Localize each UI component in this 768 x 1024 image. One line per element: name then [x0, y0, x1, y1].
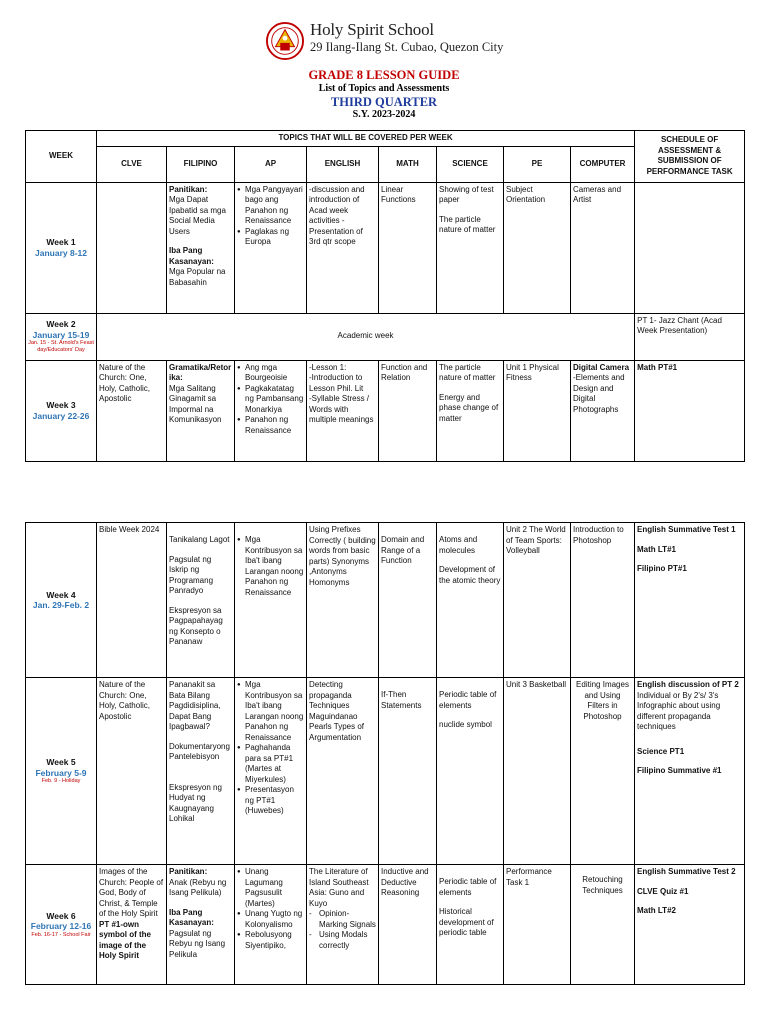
ap-cell	[235, 678, 307, 865]
week-cell	[26, 678, 97, 865]
topic-text: Mga Popular na Babasahin	[169, 267, 226, 287]
topic-text: The Literature of Island Southeast Asia: Guno and Kuyo	[309, 867, 369, 908]
math-cell: Linear Functions	[379, 182, 437, 313]
topic-text: Dokumentaryong Pantelebisyon	[169, 741, 230, 761]
clve-cell	[97, 182, 167, 313]
science-cell	[437, 523, 504, 678]
table-row	[26, 678, 745, 865]
english-cell	[307, 360, 379, 461]
schedule-header: SCHEDULE OF ASSESSMENT & SUBMISSION OF PERFORMANCE TASK	[635, 131, 745, 183]
topic-text: Tanikalang Lagot	[169, 535, 230, 544]
assessment-item: Math LT#1	[637, 544, 676, 554]
week-dates: January 22-26	[32, 410, 90, 421]
ap-cell	[235, 865, 307, 985]
filipino-cell	[167, 678, 235, 865]
assessment-item: CLVE Quiz #1	[637, 886, 689, 896]
list-item: ● Mga Kontribusyon sa Iba't ibang Larangan noong Panahon ng Renaissance	[245, 535, 304, 598]
topic-text: Pagsulat ng Rebyu ng Isang Pelikula	[169, 928, 226, 959]
schedule-cell	[635, 678, 745, 865]
topic-heading: PT #1-own symbol of the image of the Holy Spirit	[99, 919, 152, 960]
table-row	[26, 313, 745, 360]
assessment-detail: Individual or By 2's/ 3's Infographic about using different propaganda techniques	[637, 690, 721, 731]
topic-text: nuclide symbol	[439, 720, 492, 729]
topic-text: -Introduction to Lesson Phil. Lit	[309, 373, 364, 393]
topic-heading: Digital Camera	[573, 362, 630, 372]
subject-header-science: SCIENCE	[437, 146, 504, 182]
list-item: ● Paglakas ng Europa	[245, 227, 304, 248]
list-item: ● Rebolusyong Siyentipiko,	[245, 930, 304, 951]
topic-text: Anak (Rebyu ng Isang Pelikula)	[169, 877, 227, 897]
lesson-table-2	[25, 522, 745, 985]
assessment-item: Math LT#2	[637, 906, 676, 915]
pe-cell: Unit 1 Physical Fitness	[504, 360, 571, 461]
english-cell: -discussion and introduction of Acad week activities -Presentation of 3rd qtr scope	[307, 182, 379, 313]
filipino-cell	[167, 865, 235, 985]
week-label: Week 3	[46, 400, 76, 410]
topic-heading: Iba Pang Kasanayan:	[169, 907, 214, 927]
topic-text: Atoms and molecules	[439, 535, 478, 555]
quarter-label: THIRD QUARTER	[330, 95, 438, 109]
filipino-cell	[167, 182, 235, 313]
list-item: ● Ang mga Bourgeoisie	[245, 363, 304, 384]
pe-cell: Subject Orientation	[504, 182, 571, 313]
list-item: ● Unang Lagumang Pagsusulit (Martes)	[245, 867, 304, 909]
pe-cell: Unit 3 Basketball	[504, 678, 571, 865]
schedule-cell: Math PT#1	[635, 360, 745, 461]
subject-header-filipino: FILIPINO	[167, 146, 235, 182]
week-cell	[26, 865, 97, 985]
week-dates: February 5-9	[35, 767, 87, 778]
subject-header-clve: CLVE	[97, 146, 167, 182]
assessment-item: English Summative Test 1	[637, 525, 736, 534]
table-row	[26, 523, 745, 678]
computer-cell	[571, 360, 635, 461]
week-label: Week 5	[46, 757, 76, 767]
assessment-item: Filipino Summative #1	[637, 766, 722, 775]
week-dates: February 12-16	[30, 921, 92, 931]
week-note: Feb. 16-17 - School Fair	[31, 931, 91, 938]
week-label: Week 2	[46, 319, 76, 329]
document-title: GRADE 8 LESSON GUIDE	[308, 68, 460, 82]
schedule-cell	[635, 523, 745, 678]
subject-header-pe: PE	[504, 146, 571, 182]
title-block	[0, 68, 768, 121]
academic-week-cell: Academic week	[97, 313, 635, 360]
math-cell: If-Then Statements	[379, 678, 437, 865]
schedule-cell	[635, 865, 745, 985]
schedule-cell	[635, 182, 745, 313]
table-row	[26, 182, 745, 313]
filipino-cell	[167, 360, 235, 461]
computer-cell: Cameras and Artist	[571, 182, 635, 313]
clve-cell: Nature of the Church: One, Holy, Catholic, Apostolic	[97, 360, 167, 461]
topic-heading: Panitikan:	[169, 867, 208, 876]
week-dates: January 15-19	[32, 329, 90, 340]
topic-text: Showing of test paper	[439, 184, 494, 204]
topic-text: -Lesson 1:	[309, 362, 347, 372]
topic-text: Mga Salitang Ginagamit sa Impormal na Komunikasyon	[169, 383, 222, 424]
topic-text: Development of the atomic theory	[439, 565, 501, 585]
list-item: - Opinion-Marking Signals	[319, 909, 376, 930]
list-item: - Using Modals correctly	[319, 930, 376, 951]
document-subtitle: List of Topics and Assessments	[318, 83, 450, 94]
english-cell: Using Prefixes Correctly ( building words from basic parts) Synonyms ,Antonyms Homonyms	[307, 523, 379, 678]
science-cell	[437, 182, 504, 313]
computer-cell: Introduction to Photoshop	[571, 523, 635, 678]
computer-cell: Editing Images and Using Filters in Photoshop	[571, 678, 635, 865]
science-cell	[437, 360, 504, 461]
clve-cell	[97, 865, 167, 985]
clve-cell: Nature of the Church: One, Holy, Catholic, Apostolic	[97, 678, 167, 865]
topic-text: Periodic table of elements	[439, 690, 497, 710]
math-cell: Inductive and Deductive Reasoning	[379, 865, 437, 985]
english-cell	[307, 865, 379, 985]
topic-text: Periodic table of elements	[439, 877, 497, 897]
week-label: Week 4	[46, 589, 76, 600]
week-note: Feb. 9 - Holiday	[41, 778, 81, 784]
science-cell	[437, 865, 504, 985]
topic-heading: Panitikan:	[169, 184, 208, 194]
list-item: ● Unang Yugto ng Kolonyalismo	[245, 909, 304, 930]
list-item: ● Presentasyon ng PT#1 (Huwebes)	[245, 785, 304, 817]
pe-cell: Unit 2 The World of Team Sports: Volleyball	[504, 523, 571, 678]
school-name: Holy Spirit School	[310, 20, 434, 39]
topic-heading: Gramatika/Retorika:	[169, 362, 232, 382]
table-row	[26, 865, 745, 985]
list-item: ● Mga Pangyayari bago ang Panahon ng Renaissance	[245, 185, 304, 227]
topic-text: -Elements and Design and Digital Photographs	[573, 373, 625, 414]
computer-cell: Retouching Techniques	[571, 865, 635, 985]
english-cell: Detecting propaganda Techniques Maguindanao Pearls Types of Argumentation	[307, 678, 379, 865]
topic-text: Ekspresyon ng Hudyat ng Kaugnayang Lohikal	[169, 782, 222, 823]
subject-header-ap: AP	[235, 146, 307, 182]
week-dates: Jan. 29-Feb. 2	[32, 600, 90, 610]
topic-text: Mga Dapat Ipabatid sa mga Social Media Users	[169, 195, 226, 236]
subject-header-math: MATH	[379, 146, 437, 182]
topic-text: Pananakit sa Bata Bilang Pagdidisiplina, Dapat Bang Ipagbawal?	[169, 680, 221, 731]
table-row	[26, 360, 745, 461]
topic-text: Pagsulat ng Iskrip ng Programang Panradyo	[169, 554, 214, 595]
assessment-item: English discussion of PT 2	[637, 680, 739, 689]
list-item: ● Paghahanda para sa PT#1 (Martes at Miyerkules)	[245, 743, 304, 785]
week-cell	[26, 360, 97, 461]
list-item: ● Mga Kontribusyon sa Iba't ibang Larangan noong Panahon ng Renaissance	[245, 680, 304, 743]
assessment-item: English Summative Test 2	[637, 867, 736, 876]
ap-cell	[235, 182, 307, 313]
filipino-cell	[167, 523, 235, 678]
topic-text: Energy and phase change of matter	[439, 392, 499, 423]
topic-text: Images of the Church: People of God, Body of Christ, & Temple of the Holy Spirit	[99, 867, 164, 918]
assessment-item: Science PT1	[637, 746, 685, 756]
math-cell: Function and Relation	[379, 360, 437, 461]
topic-text: Historical development of periodic table	[439, 907, 494, 937]
week-cell	[26, 313, 97, 360]
topic-text: The particle nature of matter	[439, 362, 496, 382]
topic-text: -Syllable Stress / Words with multiple meanings	[309, 394, 374, 424]
page-header	[0, 0, 768, 130]
assessment-item: Filipino PT#1	[637, 564, 687, 573]
school-year: S.Y. 2023-2024	[352, 109, 416, 120]
schedule-cell: PT 1- Jazz Chant (Acad Week Presentation)	[635, 313, 745, 360]
week-header: WEEK	[26, 131, 97, 183]
topics-header: TOPICS THAT WILL BE COVERED PER WEEK	[97, 131, 635, 147]
week-dates: January 8-12	[35, 247, 87, 258]
ap-cell	[235, 523, 307, 678]
science-cell	[437, 678, 504, 865]
week-note: Jan. 15 - St. Arnold's Feast day/Educators' Day	[28, 340, 94, 353]
ap-cell	[235, 360, 307, 461]
math-cell: Domain and Range of a Function	[379, 523, 437, 678]
subject-header-computer: COMPUTER	[571, 146, 635, 182]
week-cell	[26, 182, 97, 313]
topic-text: The particle nature of matter	[439, 214, 496, 234]
lesson-table-1	[25, 130, 745, 462]
subject-header-english: ENGLISH	[307, 146, 379, 182]
topic-heading: Iba Pang Kasanayan:	[169, 246, 214, 266]
clve-cell: Bible Week 2024	[97, 523, 167, 678]
list-item: ● Panahon ng Renaissance	[245, 415, 304, 436]
school-seal-icon	[266, 22, 304, 60]
topic-text: Ekspresyon sa Pagpapahayag ng Konsepto o Pananaw	[169, 605, 223, 646]
list-item: ● Pagkakatatag ng Pambansang Monarkiya	[245, 384, 304, 416]
school-address: 29 Ilang-Ilang St. Cubao, Quezon City	[310, 40, 504, 54]
pe-cell: Performance Task 1	[504, 865, 571, 985]
week-label: Week 1	[46, 237, 76, 247]
week-label: Week 6	[46, 910, 76, 921]
week-cell	[26, 523, 97, 678]
